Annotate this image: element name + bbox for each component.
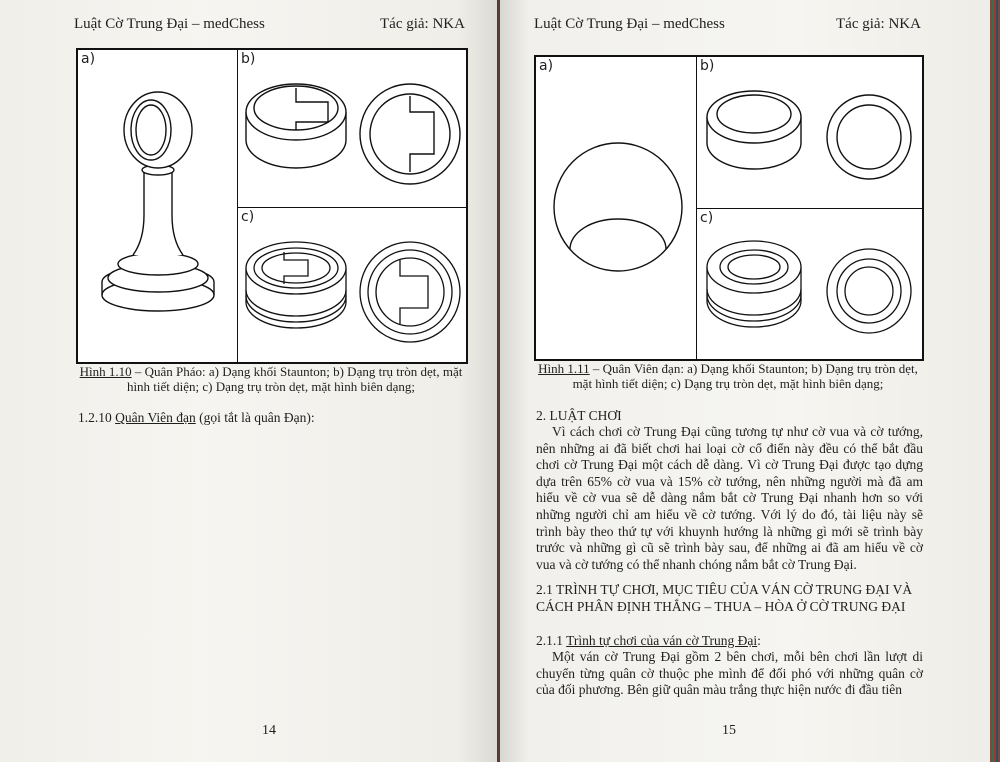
heading-luat-choi: 2. LUẬT CHƠI — [536, 408, 622, 423]
left-page — [0, 0, 497, 762]
figure-1-11-panel-b — [696, 56, 923, 210]
paragraph-order-text: Một ván cờ Trung Đại gồm 2 bên chơi, mỗi bên chơi lần lượt di chuyển từng quân cờ thuộc phe mình để đối phó với những quân cờ của đối phương. Bên giữ quân màu trắng thực hiện nước đi đầu tiên — [536, 649, 923, 698]
cannon-section-drawing — [238, 50, 466, 208]
heading-2-1: 2.1 TRÌNH TỰ CHƠI, MỤC TIÊU CỦA VÁN CỜ TRUNG ĐẠI VÀ CÁCH PHÂN ĐỊNH THẮNG – THUA – HÒA Ở CỜ TRUNG ĐẠI — [536, 582, 913, 614]
caption-ref-1-11: Hình 1.11 — [538, 361, 590, 376]
right-running-author: Tác giả: NKA — [836, 16, 921, 32]
caption-ref-1-10: Hình 1.10 — [79, 364, 132, 379]
panel-label-b: b) — [700, 58, 715, 74]
subsection-number: 2.1.1 — [536, 633, 567, 648]
left-running-title: Luật Cờ Trung Đại – medChess — [74, 16, 265, 32]
panel-label-c: c) — [241, 209, 255, 225]
right-page — [500, 0, 990, 762]
subsection-title: Trình tự chơi của ván cờ Trung Đại — [566, 633, 758, 648]
page-number-right: 15 — [722, 723, 736, 738]
panel-label-a: a) — [539, 58, 554, 74]
bullet-profile-drawing — [697, 209, 922, 359]
paragraph-intro — [536, 424, 923, 573]
right-running-title: Luật Cờ Trung Đại – medChess — [534, 16, 725, 32]
bullet-section-drawing — [697, 57, 922, 209]
paragraph-intro-text: Vì cách chơi cờ Trung Đại cũng tương tự như cờ vua và cờ tướng, nên những ai đã biết chơi hai loại cờ cổ điển này đều có thể bắt đầu chơi cờ Trung Đại một cách dễ dàng. Vì cờ Trung Đại được tạo dựng dựa trên 65% cờ vua và 15% cờ tướng, nên những người mà đã am hiểu về cờ vua sẽ dễ dàng nắm bắt cờ Trung Đại nhanh hơn so với những người chỉ am hiểu về cờ tướng. Với lý do đó, tài liệu này sẽ trình bày theo thứ tự với khuynh hướng là những gì mới sẽ trình bày trước và những gì cũ sẽ trình bày sau, để những ai đã am hiểu về cờ vua và cờ tướng có thể nhanh chóng nắm bắt cờ Trung Đại. — [536, 424, 923, 572]
staunton-bullet-drawing — [536, 57, 697, 359]
cannon-profile-drawing — [238, 208, 466, 362]
caption-text-1-11: – Quân Viên đạn: a) Dạng khối Staunton; b) Dạng trụ tròn dẹt, mặt hình tiết diện; c) Dạng trụ tròn dẹt, mặt hình biên dạng; — [572, 361, 918, 391]
figure-1-10 — [76, 48, 468, 364]
figure-1-10-caption — [76, 364, 466, 394]
figure-1-11-panel-c — [696, 208, 923, 360]
book-edge — [990, 0, 1000, 762]
figure-1-11 — [534, 55, 924, 361]
caption-text-1-10: – Quân Pháo: a) Dạng khối Staunton; b) Dạng trụ tròn dẹt, mặt hình tiết diện; c) Dạng trụ tròn dẹt, mặt hình biên dạng; — [126, 364, 463, 394]
left-running-author: Tác giả: NKA — [380, 16, 465, 32]
figure-1-10-panel-a — [77, 49, 239, 363]
panel-label-a: a) — [81, 51, 96, 67]
staunton-cannon-drawing — [78, 50, 238, 362]
section-title: Quân Viên đạn — [115, 410, 196, 425]
section-number: 1.2.10 — [78, 410, 116, 425]
section-rest: (gọi tắt là quân Đạn): — [195, 410, 315, 425]
subsection-2-1-1 — [536, 633, 761, 650]
panel-label-b: b) — [241, 51, 256, 67]
section-1-2-10 — [78, 410, 315, 427]
paragraph-order — [536, 649, 923, 699]
panel-label-c: c) — [700, 210, 714, 226]
subsection-colon: : — [757, 633, 761, 648]
figure-1-10-panel-c — [237, 207, 467, 363]
figure-1-11-caption — [534, 361, 922, 391]
figure-1-11-panel-a — [535, 56, 698, 360]
figure-1-10-panel-b — [237, 49, 467, 209]
page-number-left: 14 — [262, 723, 276, 738]
